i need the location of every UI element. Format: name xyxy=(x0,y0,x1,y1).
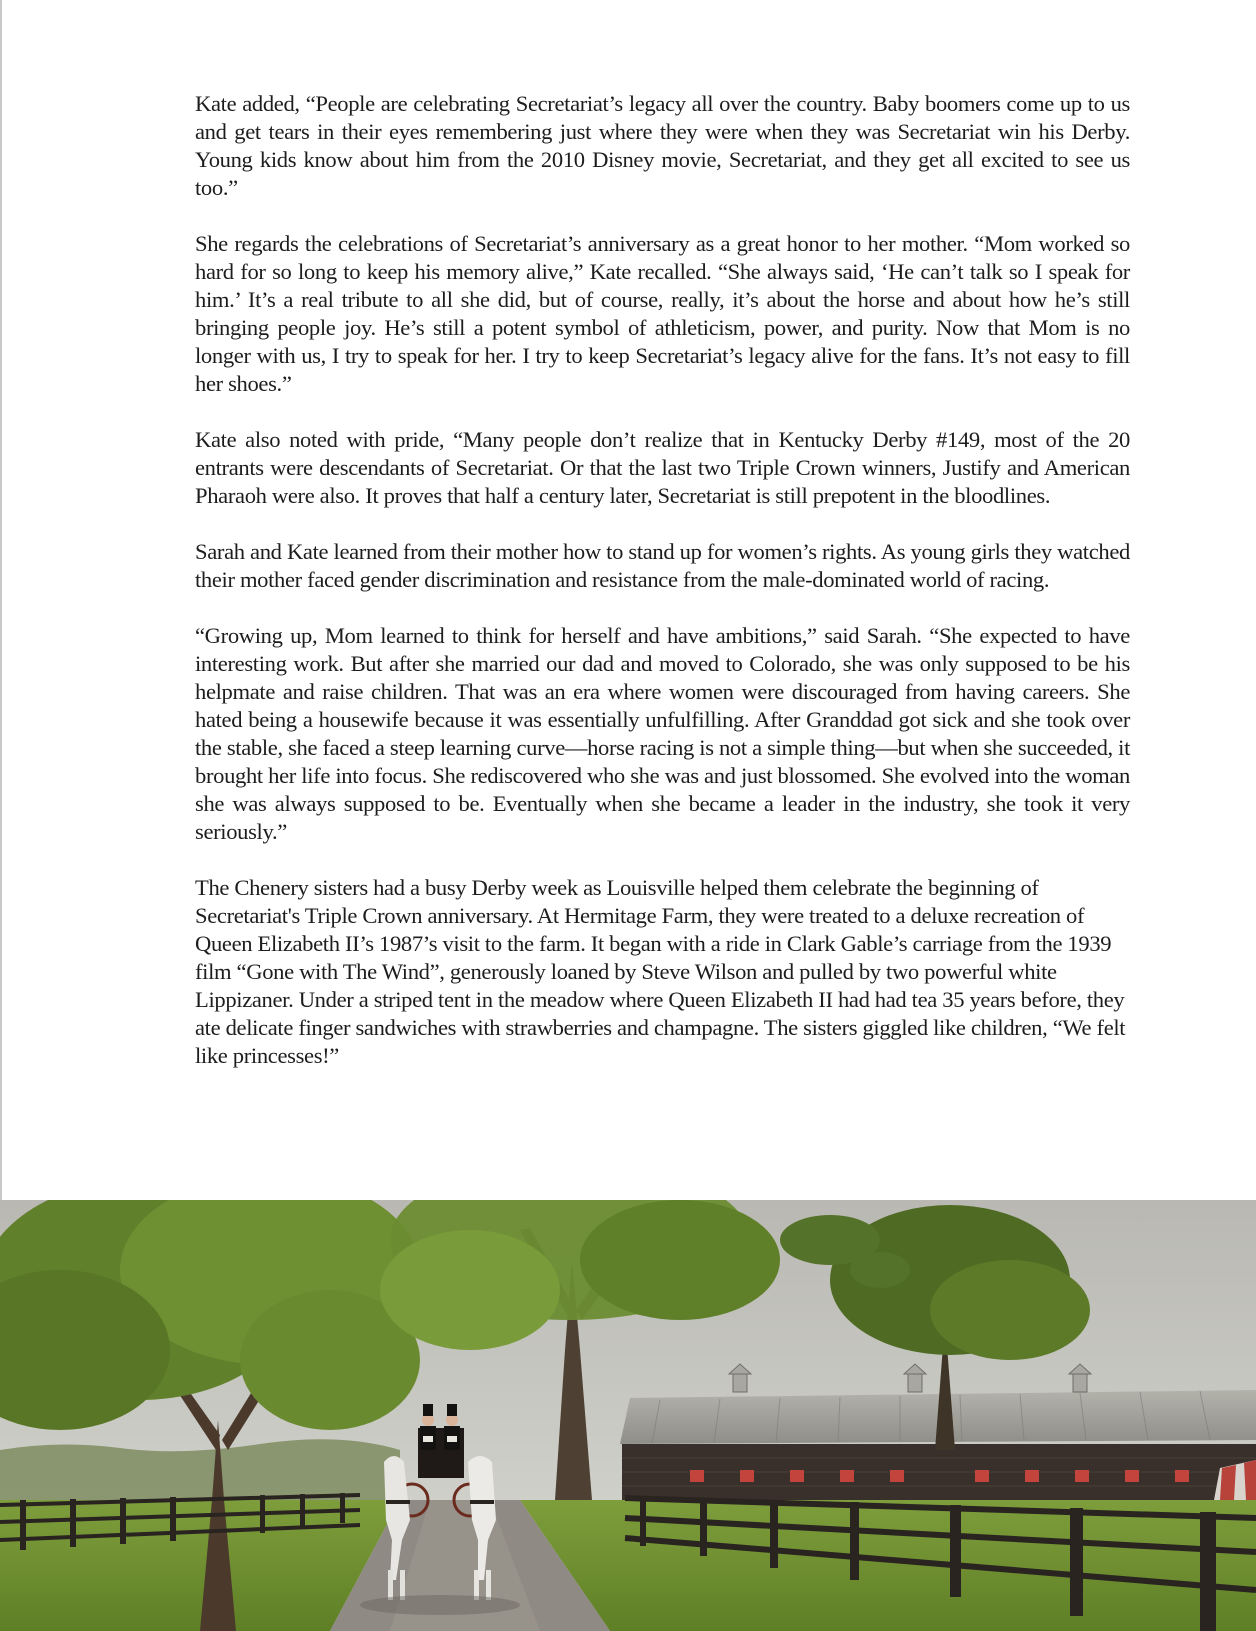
paragraph-kate-added: Kate added, “People are celebrating Secretariat’s legacy all over the country. Baby boomers come up to us and get tears in their eyes remembering just where they were when they was Secretariat win his Derby. Young kids know about him from the 2010 Disney movie, Secretariat, and they get all excited to see us too.” xyxy=(195,91,1130,200)
page-edge-rule xyxy=(0,0,2,1200)
article-body xyxy=(195,90,1130,1098)
paragraph-growing-up: “Growing up, Mom learned to think for herself and have ambitions,” said Sarah. “She expected to have interesting work. But after she married our dad and moved to Colorado, she was only supposed to be his helpmate and raise children. That was an era where women were discouraged from having careers. She hated being a housewife because it was essentially unfulfilling. After Granddad got sick and she took over the stable, she faced a steep learning curve—horse racing is not a simple thing—but when she succeeded, it brought her life into focus. She rediscovered who she was and just blossomed. She evolved into the woman she was always supposed to be. Eventually when she became a leader in the industry, she took it very seriously.” xyxy=(195,623,1130,844)
paragraph-derby-descendants: Kate also noted with pride, “Many people don’t realize that in Kentucky Derby #149, most of the 20 entrants were descendants of Secretariat. Or that the last two Triple Crown winners, Justify and American Pharaoh were also. It proves that half a century later, Secretariat is still prepotent in the bloodlines. xyxy=(195,427,1130,508)
paragraph-hermitage-farm: The Chenery sisters had a busy Derby week as Louisville helped them celebrate the beginning of Secretariat's Triple Crown anniversary. At Hermitage Farm, they were treated to a deluxe recreation of Queen Elizabeth II’s 1987’s visit to the farm. It began with a ride in Clark Gable’s carriage from the 1939 film “Gone with The Wind”, generously loaned by Steve Wilson and pulled by two powerful white Lippizaner. Under a striped tent in the meadow where Queen Elizabeth II had had tea 35 years before, they ate delicate finger sandwiches with strawberries and champagne. The sisters giggled like children, “We felt like princesses!” xyxy=(195,875,1126,1068)
paragraph-honor-to-mother: She regards the celebrations of Secretariat’s anniversary as a great honor to her mother. “Mom worked so hard for so long to keep his memory alive,” Kate recalled. “She always said, ‘He can’t talk so I speak for him.’ It’s a real tribute to all she did, but of course, really, it’s about the horse and about how he’s still bringing people joy. He’s still a potent symbol of athleticism, power, and purity. Now that Mom is no longer with us, I try to speak for her. I try to keep Secretariat’s legacy alive for the fans. It’s not easy to fill her shoes.” xyxy=(195,231,1130,396)
farm-carriage-photo xyxy=(0,1200,1256,1631)
paragraph-womens-rights: Sarah and Kate learned from their mother how to stand up for women’s rights. As young girls they watched their mother faced gender discrimination and resistance from the male-dominated world of racing. xyxy=(195,539,1130,592)
